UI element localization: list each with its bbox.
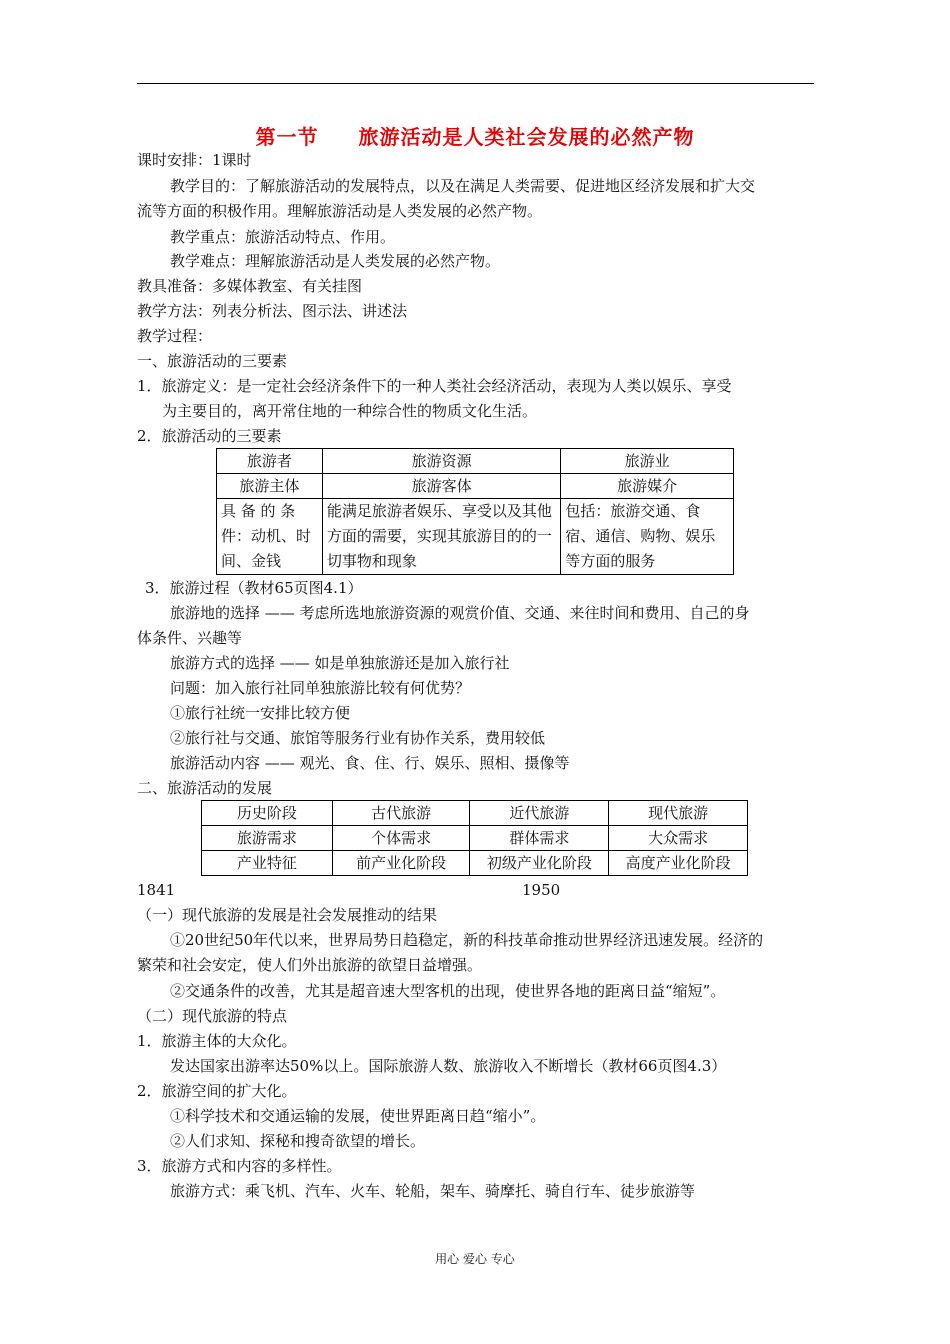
table-cell: 群体需求 — [470, 826, 609, 851]
feature-2-detail-2: ②人们求知、探秘和搜奇欲望的增长。 — [170, 1132, 426, 1150]
year-1841: 1841 — [137, 881, 176, 899]
feature-1: 1．旅游主体的大众化。 — [137, 1032, 297, 1050]
table-cell: 旅游业 — [561, 449, 734, 474]
tourism-definition: 1．旅游定义：是一定社会经济条件下的一种人类社会经济活动，表现为人类以娱乐、享受 — [137, 377, 732, 395]
answer-2: ②旅行社与交通、旅馆等服务行业有协作关系，费用较低 — [170, 729, 546, 747]
three-elements-table — [216, 448, 734, 575]
feature-1-detail: 发达国家出游率达50%以上。国际旅游人数、旅游收入不断增长（教材66页图4.3） — [170, 1057, 727, 1075]
teaching-aids: 教具准备：多媒体教室、有关挂图 — [137, 277, 363, 295]
lesson-time: 课时安排：1课时 — [137, 151, 252, 169]
destination-choice: 旅游地的选择 —— 考虑所选地旅游资源的观赏价值、交通、来往时间和费用、自己的身 — [170, 604, 750, 622]
mode-choice: 旅游方式的选择 —— 如是单独旅游还是加入旅行社 — [170, 654, 510, 672]
table-cell: 旅游媒介 — [561, 474, 734, 499]
table-cell: 高度产业化阶段 — [609, 851, 748, 876]
teaching-focus: 教学重点：旅游活动特点、作用。 — [170, 228, 396, 246]
table-cell: 旅游需求 — [202, 826, 333, 851]
table-cell: 大众需求 — [609, 826, 748, 851]
section-number: 第一节 — [255, 125, 319, 149]
feature-2-detail-1: ①科学技术和交通运输的发展，使世界距离日趋“缩小”。 — [170, 1107, 546, 1125]
table-cell: 旅游客体 — [322, 474, 561, 499]
teaching-process: 教学过程： — [137, 327, 213, 345]
header-rule — [137, 83, 814, 84]
heading-section-1: 一、旅游活动的三要素 — [137, 352, 288, 370]
subheading-2: （二）现代旅游的特点 — [137, 1007, 288, 1025]
table-cell: 古代旅游 — [332, 801, 470, 826]
destination-choice-cont: 体条件、兴趣等 — [137, 629, 243, 647]
section-title: 旅游活动是人类社会发展的必然产物 — [358, 125, 695, 149]
page-footer: 用心 爱心 专心 — [435, 1252, 515, 1266]
table-cell: 历史阶段 — [202, 801, 333, 826]
table-row — [217, 499, 734, 575]
year-1950: 1950 — [522, 881, 561, 899]
table-row — [217, 474, 734, 499]
development-table — [201, 800, 748, 876]
teaching-goal: 教学目的：了解旅游活动的发展特点，以及在满足人类需要、促进地区经济发展和扩大交 — [170, 177, 756, 195]
table-cell: 前产业化阶段 — [332, 851, 470, 876]
table-cell: 产业特征 — [202, 851, 333, 876]
activity-content: 旅游活动内容 —— 观光、食、住、行、娱乐、照相、摄像等 — [170, 754, 570, 772]
table-row — [202, 851, 748, 876]
table-row — [217, 449, 734, 474]
feature-3-detail: 旅游方式：乘飞机、汽车、火车、轮船，架车、骑摩托、骑自行车、徒步旅游等 — [170, 1182, 696, 1200]
table-cell: 旅游者 — [217, 449, 323, 474]
teaching-methods: 教学方法：列表分析法、图示法、讲述法 — [137, 302, 408, 320]
table-cell: 具 备 的 条件：动机、时间、金钱 — [217, 499, 323, 575]
teaching-difficulty: 教学难点：理解旅游活动是人类发展的必然产物。 — [170, 252, 501, 270]
table-cell: 旅游主体 — [217, 474, 323, 499]
teaching-goal-cont: 流等方面的积极作用。理解旅游活动是人类发展的必然产物。 — [137, 202, 543, 220]
table-cell: 包括：旅游交通、食宿、通信、购物、娱乐等方面的服务 — [561, 499, 734, 575]
reason-1: ①20世纪50年代以来，世界局势日趋稳定，新的科技革命推动世界经济迅速发展。经济的 — [170, 931, 764, 949]
table-cell: 个体需求 — [332, 826, 470, 851]
subheading-1: （一）现代旅游的发展是社会发展推动的结果 — [137, 906, 438, 924]
table-row — [202, 826, 748, 851]
heading-section-2: 二、旅游活动的发展 — [137, 779, 273, 797]
table-cell: 现代旅游 — [609, 801, 748, 826]
answer-1: ①旅行社统一安排比较方便 — [170, 704, 351, 722]
three-elements-heading: 2．旅游活动的三要素 — [137, 427, 282, 445]
table-cell: 近代旅游 — [470, 801, 609, 826]
tourism-process: 3．旅游过程（教材65页图4.1） — [145, 579, 363, 597]
feature-2: 2．旅游空间的扩大化。 — [137, 1082, 297, 1100]
table-cell: 旅游资源 — [322, 449, 561, 474]
reason-2: ②交通条件的改善，尤其是超音速大型客机的出现，使世界各地的距离日益“缩短”。 — [170, 982, 726, 1000]
table-row — [202, 801, 748, 826]
tourism-definition-cont: 为主要目的，离开常住地的一种综合性的物质文化生活。 — [162, 402, 538, 420]
question: 问题：加入旅行社同单独旅游比较有何优势？ — [170, 679, 471, 697]
table-cell: 初级产业化阶段 — [470, 851, 609, 876]
reason-1-cont: 繁荣和社会安定，使人们外出旅游的欲望日益增强。 — [137, 956, 483, 974]
table-cell: 能满足旅游者娱乐、享受以及其他方面的需要，实现其旅游目的的一切事物和现象 — [322, 499, 561, 575]
page-title — [0, 124, 950, 150]
feature-3: 3．旅游方式和内容的多样性。 — [137, 1157, 342, 1175]
